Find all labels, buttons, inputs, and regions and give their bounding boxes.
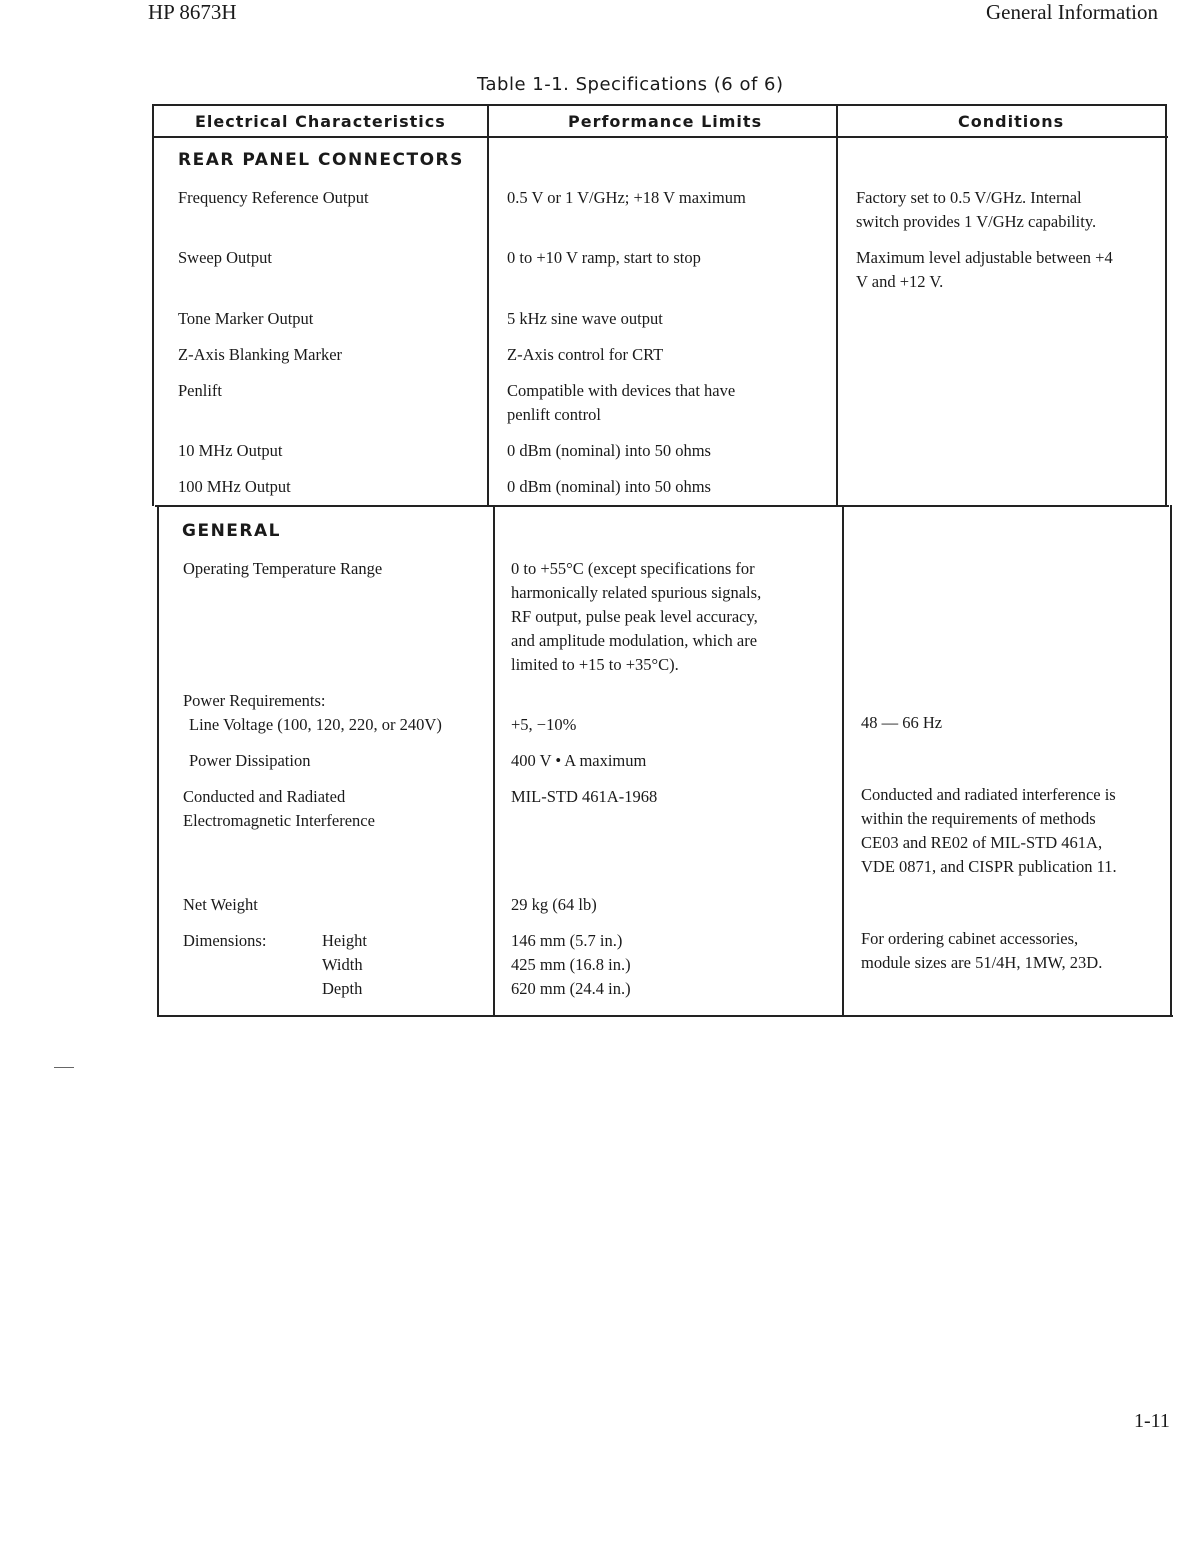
table-row-conditions: 48 — 66 Hz: [861, 713, 943, 732]
table-row-conditions: VDE 0871, and CISPR publication 11.: [861, 857, 1117, 876]
table-row-conditions: switch provides 1 V/GHz capability.: [856, 212, 1097, 231]
section-divider: [155, 505, 1169, 507]
table-row-limits: 425 mm (16.8 in.): [511, 955, 631, 974]
table-row-limits: and amplitude modulation, which are: [511, 631, 758, 650]
column-divider-2-lower: [842, 505, 844, 1017]
table-row-conditions: V and +12 V.: [856, 272, 944, 291]
column-divider-1-lower: [493, 505, 495, 1017]
column-divider-1: [487, 104, 489, 506]
table-row-limits: Z-Axis control for CRT: [507, 345, 664, 364]
table-row-limits: 0 dBm (nominal) into 50 ohms: [507, 477, 711, 496]
table-bottom-border: [157, 1015, 1173, 1017]
table-row-limits: 0 to +10 V ramp, start to stop: [507, 248, 701, 267]
table-row-limits: 400 V • A maximum: [511, 751, 647, 770]
table-row-limits: 5 kHz sine wave output: [507, 309, 663, 328]
table-row-characteristic: Electromagnetic Interference: [183, 811, 375, 830]
table-row-characteristic: Sweep Output: [178, 248, 272, 267]
table-row-limits: penlift control: [507, 405, 601, 424]
table-row-characteristic: Frequency Reference Output: [178, 188, 369, 207]
column-header-limits: Performance Limits: [568, 112, 763, 131]
column-header-conditions: Conditions: [958, 112, 1065, 131]
table-row-characteristic: 100 MHz Output: [178, 477, 291, 496]
table-row-limits: 620 mm (24.4 in.): [511, 979, 631, 998]
table-row-limits: 0.5 V or 1 V/GHz; +18 V maximum: [507, 188, 746, 207]
table-row-limits: harmonically related spurious signals,: [511, 583, 762, 602]
section-header: General Information: [986, 0, 1159, 24]
table-row-conditions: Factory set to 0.5 V/GHz. Internal: [856, 188, 1082, 207]
table-row-limits: RF output, pulse peak level accuracy,: [511, 607, 758, 626]
column-divider-2: [836, 104, 838, 506]
table-row-characteristic: Z-Axis Blanking Marker: [178, 345, 343, 364]
table-right-border-lower: [1170, 505, 1172, 1017]
section-title-rear-panel: REAR PANEL CONNECTORS: [178, 150, 464, 170]
section-title-general: GENERAL: [182, 521, 281, 541]
table-row-limits: Compatible with devices that have: [507, 381, 736, 400]
margin-mark: [54, 1067, 74, 1068]
table-row-limits: limited to +15 to +35°C).: [511, 655, 679, 674]
table-row-conditions: Maximum level adjustable between +4: [856, 248, 1113, 267]
table-row-conditions: CE03 and RE02 of MIL-STD 461A,: [861, 833, 1103, 852]
table-row-limits: +5, −10%: [511, 715, 577, 734]
header-bottom-border: [152, 136, 1168, 138]
page-number: 1-11: [1134, 1410, 1170, 1432]
dimension-label: Depth: [322, 979, 363, 998]
table-row-conditions: within the requirements of methods: [861, 809, 1096, 828]
table-row-characteristic: Conducted and Radiated: [183, 787, 346, 806]
table-row-characteristic: Dimensions:: [183, 931, 267, 950]
table-row-limits: 0 dBm (nominal) into 50 ohms: [507, 441, 711, 460]
table-row-characteristic: Power Requirements:: [183, 691, 326, 710]
table-row-characteristic: Tone Marker Output: [178, 309, 314, 328]
table-row-characteristic: Penlift: [178, 381, 222, 400]
dimension-label: Width: [322, 955, 363, 974]
table-row-conditions: module sizes are 51/4H, 1MW, 23D.: [861, 953, 1103, 972]
table-row-characteristic: Power Dissipation: [189, 751, 311, 770]
table-left-border-lower: [157, 505, 159, 1017]
table-row-characteristic: 10 MHz Output: [178, 441, 283, 460]
table-row-characteristic: Net Weight: [183, 895, 258, 914]
table-row-characteristic: Operating Temperature Range: [183, 559, 383, 578]
column-header-characteristics: Electrical Characteristics: [195, 112, 446, 131]
table-row-conditions: Conducted and radiated interference is: [861, 785, 1116, 804]
table-row-characteristic: Line Voltage (100, 120, 220, or 240V): [189, 715, 442, 734]
table-caption: Table 1-1. Specifications (6 of 6): [477, 74, 784, 95]
table-row-limits: MIL-STD 461A-1968: [511, 787, 658, 806]
dimension-label: Height: [322, 931, 367, 950]
table-right-border: [1165, 104, 1167, 506]
manual-model-header: HP 8673H: [148, 0, 237, 24]
table-row-conditions: For ordering cabinet accessories,: [861, 929, 1079, 948]
table-top-border: [152, 104, 1167, 106]
table-row-limits: 146 mm (5.7 in.): [511, 931, 623, 950]
table-left-border: [152, 104, 154, 506]
table-row-limits: 0 to +55°C (except specifications for: [511, 559, 755, 578]
table-row-limits: 29 kg (64 lb): [511, 895, 597, 914]
